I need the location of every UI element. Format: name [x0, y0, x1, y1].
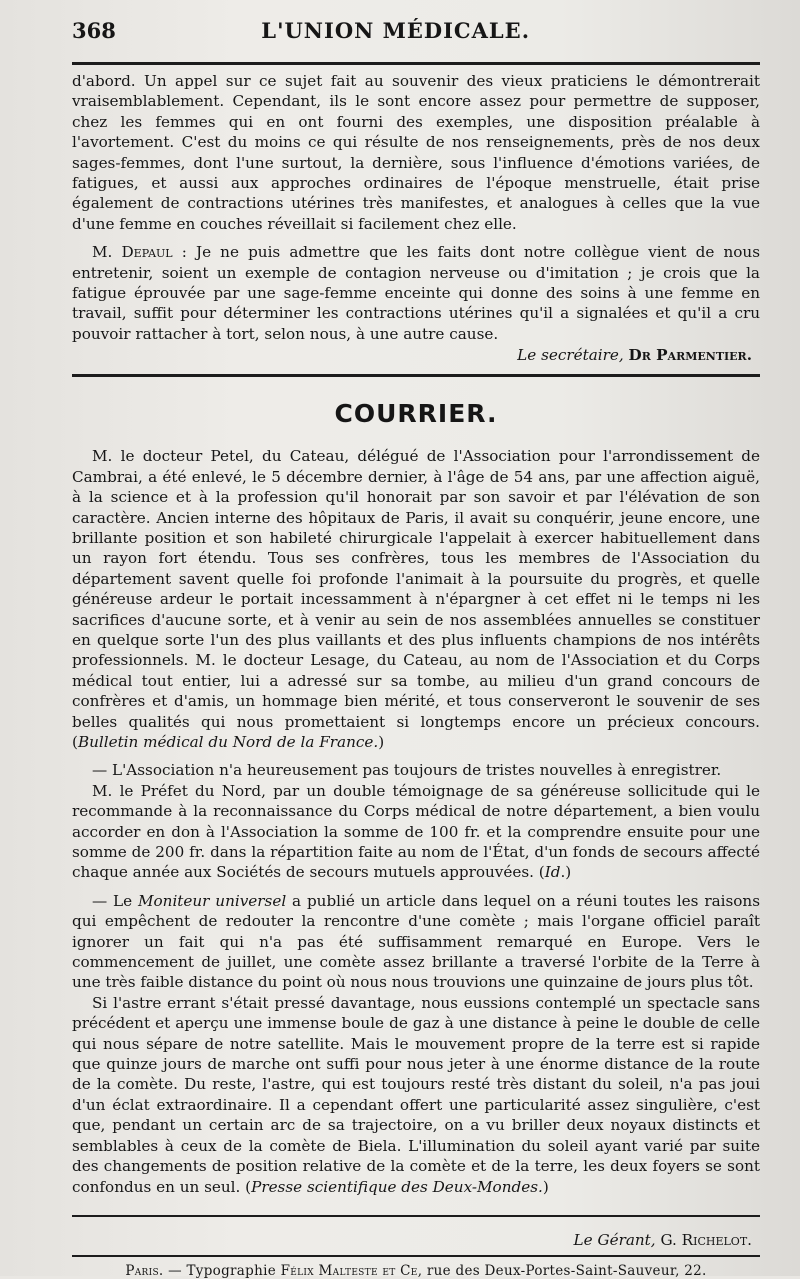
signature-name: Dr Parmentier. — [628, 346, 752, 365]
astre-paragraph — [72, 993, 760, 1197]
imprint-printer: Félix Malteste et Ce — [280, 1262, 418, 1279]
closing-paren: ) — [378, 732, 385, 751]
page-header — [72, 18, 760, 65]
signature-role: Le secrétaire, — [517, 346, 624, 365]
gerant-role: Le Gérant, — [573, 1230, 656, 1249]
page-number: 368 — [72, 18, 116, 43]
prefet-text: M. le Préfet du Nord, par un double témoignage de sa généreuse sollicitude qui le recommande à la reconnaissance du Corps médical de notre département, a bien voulu accorder en don à l'Association la somme de 100 fr. et la comprendre ensuite pour une somme de 200 fr. dans la répartition faite au nom de l'État, d'un fonds de secours affecté chaque année aux Sociétés de secours mutuels approuvées. ( — [72, 781, 760, 882]
source-citation: Id — [544, 863, 561, 882]
section-divider — [72, 374, 760, 377]
gerant-name: G. Richelot. — [660, 1230, 752, 1249]
depaul-text: Je ne puis admettre que les faits dont notre collègue vient de nous entretenir, soient un exemple de contagion nerveuse ou d'imitation ; je crois que la fatigue éprouvée par une sage-femme enceinte qui donne des soins à une femme en travail, suffit pour déterminer les contractions utérines qu'il a signalées et qu'il a cru pouvoir rattacher à tort, selon nous, à une autre cause. — [72, 243, 760, 343]
journal-name: Moniteur universel — [137, 891, 287, 910]
depaul-paragraph — [72, 242, 760, 344]
comet-text: a publié un article dans lequel on a réuni toutes les raisons qui empêchent de redouter la rencontre d'une comète ; mais l'organe officiel paraît ignorer un fait qui n'a pas été suffisamment remarqué en Europe. Vers le commencement de juillet, une comète assez brillante a traversé l'orbite de la Terre à une très faible distance du point où nous nous trouvions une quinzaine de jours plus tôt. — [72, 891, 760, 992]
secretary-signature — [72, 346, 760, 364]
imprint-divider — [72, 1255, 760, 1257]
petel-obituary-paragraph — [72, 446, 760, 752]
closing-paren: .) — [560, 863, 572, 882]
source-citation: Bulletin médical du Nord de la France. — [77, 732, 379, 751]
imprint-address: , rue des Deux-Portes-Saint-Sauveur, 22. — [417, 1262, 707, 1279]
closing-paren: ) — [542, 1177, 549, 1196]
association-news-paragraph: — L'Association n'a heureusement pas toujours de tristes nouvelles à enregistrer. — [92, 761, 722, 780]
courrier-section — [72, 446, 760, 1197]
printer-imprint — [72, 1263, 760, 1279]
astre-text: Si l'astre errant s'était pressé davantage, nous eussions contemplé un spectacle sans précédent et aperçu une immense boule de gaz à une distance à peine le double de celle qui nous sépare de notre satellite. Mais le mouvement propre de la terre est si rapide que quinze jours de marche ont suffi pour nous jeter à une énorme distance de la route de la comète. Du reste, l'astre, qui est toujours resté très distant du soleil, n'a pas joui d'un éclat extraordinaire. Il a cependant offert une particularité assez singulière, c'est que, pendant un certain arc de sa trajectoire, on a vu briller deux noyaux distincts et semblables à ceux de la comète de Biela. L'illumination du soleil ayant varié par suite des changements de position relative de la comète et de la terre, les deux foyers se sont confondus en un seul. ( — [72, 993, 760, 1196]
intro-paragraph: d'abord. Un appel sur ce sujet fait au souvenir des vieux praticiens le démontrerait vraisemblablement. Cependant, ils le sont encore assez pour permettre de supposer, chez les femmes qui en ont fourni des exemples, une disposition préalable à l'avortement. C'est du moins ce qui résulte de nos renseignements, près de nos deux sages-femmes, dont l'une surtout, la dernière, sous l'influence d'émotions variées, de fatigues, et aussi aux approches ordinaires de l'époque menstruelle, était prise également de contractions utérines très manifestes, et analogues à celles que la vue d'une femme en couches réveillait si facilement chez elle. — [72, 72, 760, 233]
imprint-text: — Typographie — [163, 1262, 281, 1279]
petel-text: M. le docteur Petel, du Cateau, délégué de l'Association pour l'arrondissement de Cambrai, a été enlevé, le 5 décembre dernier, à l'âge de 54 ans, par une affection aiguë, à la science et à la profession qu'il honorait par son savoir et par l'élévation de son caractère. Ancien interne des hôpitaux de Paris, il avait su conquérir, jeune encore, une brillante position et son habileté chirurgicale l'appelait à exercer habituellement dans un rayon fort étendu. Tous ses confrères, tous les membres de l'Association du département savent quelle foi profonde l'animait à la poursuite du progrès, et quelle généreuse ardeur le portait incessamment à n'épargner à cet effet ni le temps ni les sacrifices d'aucune sorte, et à venir au sein de nos assemblées annuelles se constituer en quelque sorte l'un des plus vaillants et des plus influents champions de nos intérêts professionnels. M. le docteur Lesage, du Cateau, au nom de l'Association et du Corps médical tout entier, lui a adressé sur sa tombe, au milieu d'un grand concours de confrères et d'amis, un hommage bien mérité, et tous conserveront le souvenir de ses belles qualités qui nous promettaient si longtemps encore un précieux concours. ( — [72, 447, 760, 751]
comet-dash: — Le — [92, 891, 138, 910]
section-title-courrier: COURRIER. — [334, 399, 498, 429]
journal-title: L'UNION MÉDICALE. — [261, 18, 530, 43]
source-citation: Presse scientifique des Deux-Mondes. — [251, 1177, 543, 1196]
imprint-city: Paris. — [125, 1262, 164, 1279]
comet-paragraph — [72, 891, 760, 993]
prefet-paragraph — [72, 781, 760, 883]
speaker-name: M. Depaul : — [92, 243, 187, 262]
footer-divider — [72, 1215, 760, 1217]
gerant-signature — [72, 1231, 760, 1249]
